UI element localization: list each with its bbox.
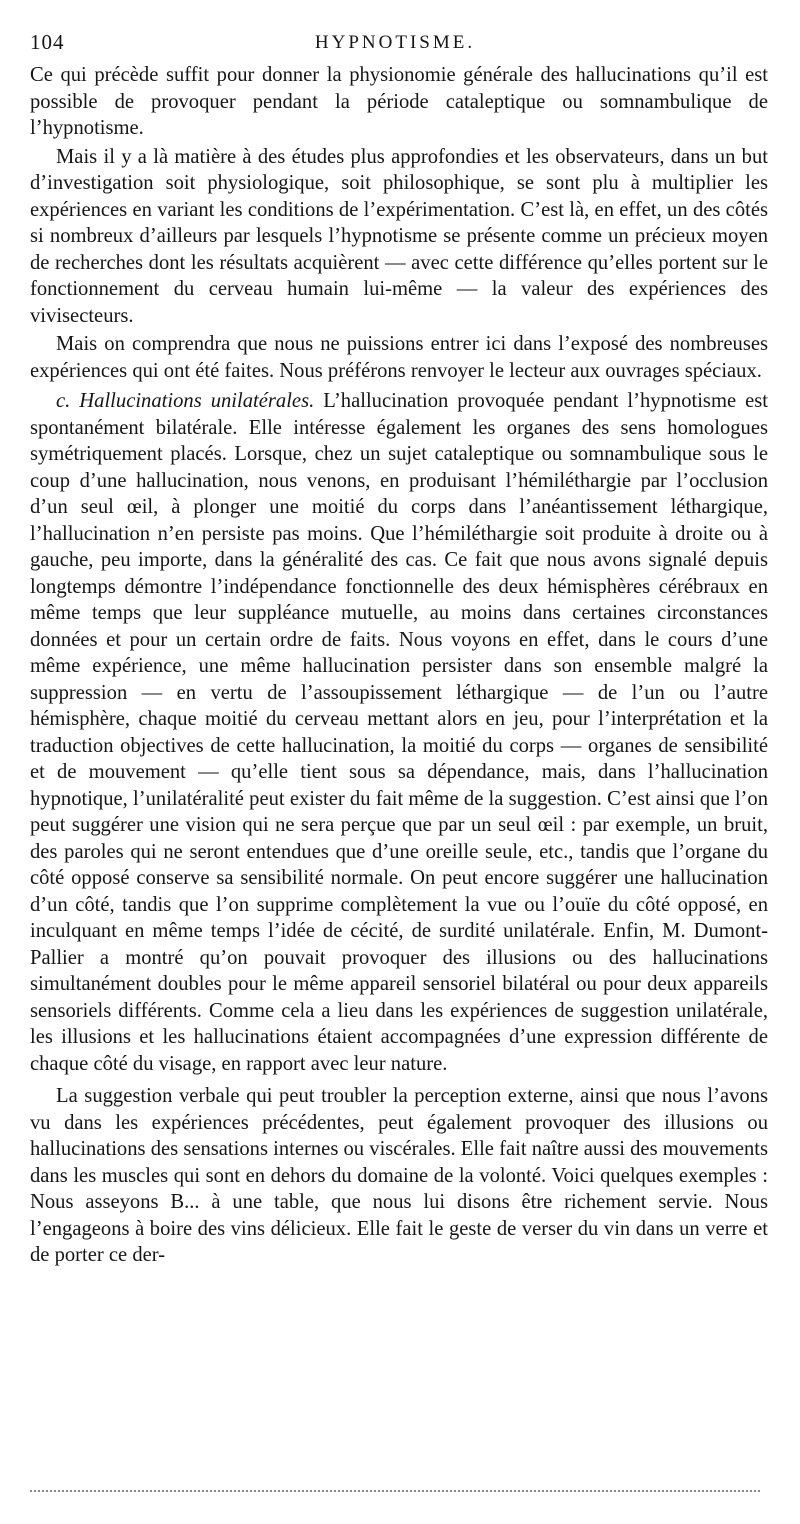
running-head xyxy=(30,30,760,58)
paragraph-references: Mais on comprendra que nous ne puissions entrer ici dans l’exposé des nombreuses expériences qui ont été faites. Nous préférons renvoyer le lecteur aux ouvrages spéciaux. xyxy=(30,333,768,382)
running-title: HYPNOTISME. xyxy=(314,32,476,53)
paragraph-verbal-suggestion: La suggestion verbale qui peut troubler la perception externe, ainsi que nous l’avons vu dans les expériences précédentes, peut également provoquer des illusions ou hallucinations des sensations internes ou viscérales. Elle fait naître aussi des mouvements dans les muscles qui sont en dehors du domaine de la volonté. Voici quelques exemples : Nous asseyons B... à une table, que nous lui disons être richement servie. Nous l’engageons à boire des vins délicieux. Elle fait le geste de verser du vin dans un verre et de porter ce der- xyxy=(30,1085,768,1266)
paragraph-experiments: Mais il y a là matière à des études plus approfondies et les observateurs, dans un but d’investigation soit physiologique, soit philosophique, se sont plu à multiplier les expériences en variant les conditions de l’expérimentation. C’est là, en effet, un des côtés si nombreux d’ailleurs par lesquels l’hypnotisme se présente comme un précieux moyen de recherches dont les résultats acquièrent — avec cette différence qu’elles portent sur le fonctionnement du cerveau humain lui-même — la valeur des expériences des vivisecteurs. xyxy=(30,145,768,327)
page-number: 104 xyxy=(30,30,65,54)
footer-rule xyxy=(30,1490,760,1492)
section-unilateral-hallucinations xyxy=(30,388,768,1077)
section-text: L’hallucination provoquée pendant l’hypnotisme est spontanément bilatérale. Elle intéresse également les organes des sens homologues symétriquement placés. Lorsque, chez un sujet cataleptique ou somnambulique sous le coup d’une hallucination, nous venons, en produisant l’hémiléthargie par l’occlusion d’un seul œil, à plonger une moitié du corps dans l’anéantissement léthargique, l’hallucination n’en persiste pas moins. Que l’hémiléthargie soit produite à droite ou à gauche, peu importe, dans la généralité des cas. Ce fait que nous avons signalé depuis longtemps démontre l’indépendance fonctionnelle des deux hémisphères cérébraux en même temps que leur suppléance mutuelle, au moins dans certaines circonstances données et pour un certain ordre de faits. Nous voyons en effet, dans le cours d’une même expérience, une même hallucination persister dans son ensemble malgré la suppression — en vertu de l’assoupissement léthargique — de l’un ou l’autre hémisphère, chaque moitié du cerveau mettant alors en jeu, pour l’interprétation et la traduction objectives de cette hallucination, la moitié du corps — organes de sensibilité et de mouvement — qu’elle tient sous sa dépendance, mais, dans l’hallucination hypnotique, l’unilatéralité peut exister du fait même de la suggestion. C’est ainsi que l’on peut suggérer une vision qui ne sera perçue que par un seul œil : par exemple, un bruit, des paroles qui ne seront entendues que d’une oreille seule, etc., tandis que l’organe du côté opposé conserve sa sensibilité normale. On peut encore suggérer une hallucination d’un côté, tandis que l’on supprime complètement la vue ou l’ouïe du côté opposé, en inculquant en même temps l’idée de cécité, de surdité unilatérale. Enfin, M. Dumont-Pallier a montré qu’on pouvait provoquer des illusions ou des hallucinations simultanément doubles pour le même appareil sensoriel bilatéral ou pour deux appareils sensoriels différents. Comme cela a lieu dans les expériences de suggestion unilatérale, les illusions et les hallucinations étaient accompagnées d’une expression différente de chaque côté du visage, en rapport avec leur nature. xyxy=(30,390,768,1075)
body-text xyxy=(30,62,768,1271)
paragraph-intro-summary: Ce qui précède suffit pour donner la physionomie générale des hallucinations qu’il est possible de provoquer pendant la période cataleptique ou somnambulique de l’hypnotisme. xyxy=(30,64,768,139)
section-heading: c. Hallucinations unilatérales. xyxy=(56,390,315,412)
